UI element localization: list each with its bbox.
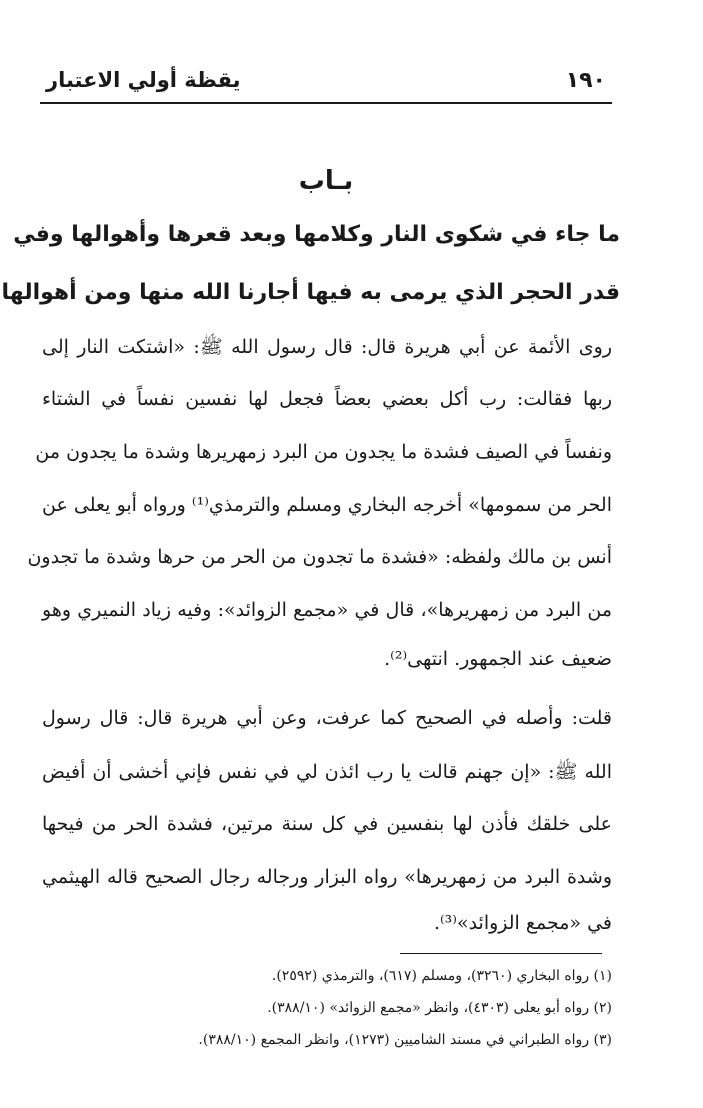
running-title: يقظة أولي الاعتبار [46,68,241,92]
footnote: (٢) رواه أبو يعلى (٤٣٠٣)، وانظر «مجمع الزوائد» (٣٨٨/١٠). [267,1000,612,1016]
body-text-line: ونفساً في الصيف فشدة ما يجدون من البرد زمهريرها وشدة ما يجدون من [35,441,612,463]
body-text-line: أنس بن مالك ولفظه: «فشدة ما تجدون من الحر من حرها وشدة ما تجدون [27,546,612,568]
footnote-divider [400,953,602,954]
footnote: (١) رواه البخاري (٣٢٦٠)، ومسلم (٦١٧)، والترمذي (٢٥٩٢). [271,968,612,984]
chapter-title-line: قدر الحجر الذي يرمى به فيها أجارنا الله منها ومن أهوالها [1,280,620,305]
body-text-line: على خلقك فأذن لها بنفسين في كل سنة مرتين، فشدة الحر من فيحها [42,813,612,835]
page-number: ١٩٠ [565,68,606,93]
body-text-line: ربها فقالت: رب أكل بعضي بعضاً فجعل لها نفسين نفساً في الشتاء [42,388,612,410]
body-text-line: روى الأئمة عن أبي هريرة قال: قال رسول الله ﷺ: «اشتكت النار إلى [42,336,612,358]
chapter-title-line: ما جاء في شكوى النار وكلامها وبعد قعرها وأهوالها وفي [13,222,620,247]
body-text-line: الحر من سمومها» أخرجه البخاري ومسلم والترمذي⁽¹⁾ ورواه أبو يعلى عن [42,494,612,516]
body-text-line: الله ﷺ: «إن جهنم قالت يا رب ائذن لي في نفس فإني أخشى أن أفيض [42,761,612,783]
body-text-line: وشدة البرد من زمهريرها» رواه البزار ورجاله رجال الصحيح قاله الهيثمي [42,866,612,888]
body-text-line: ضعيف عند الجمهور. انتهى⁽²⁾. [384,648,612,670]
body-text-line: قلت: وأصله في الصحيح كما عرفت، وعن أبي هريرة قال: قال رسول [42,707,612,729]
running-header [40,68,612,104]
footnote: (٣) رواه الطبراني في مسند الشاميين (١٢٧٣)، وانظر المجمع (٣٨٨/١٠). [198,1032,612,1048]
body-text-line: في «مجمع الزوائد»⁽³⁾. [433,912,612,934]
chapter-label: بـاب [298,166,354,196]
body-text-line: من البرد من زمهريرها»، قال في «مجمع الزوائد»: وفيه زياد النميري وهو [42,599,612,621]
